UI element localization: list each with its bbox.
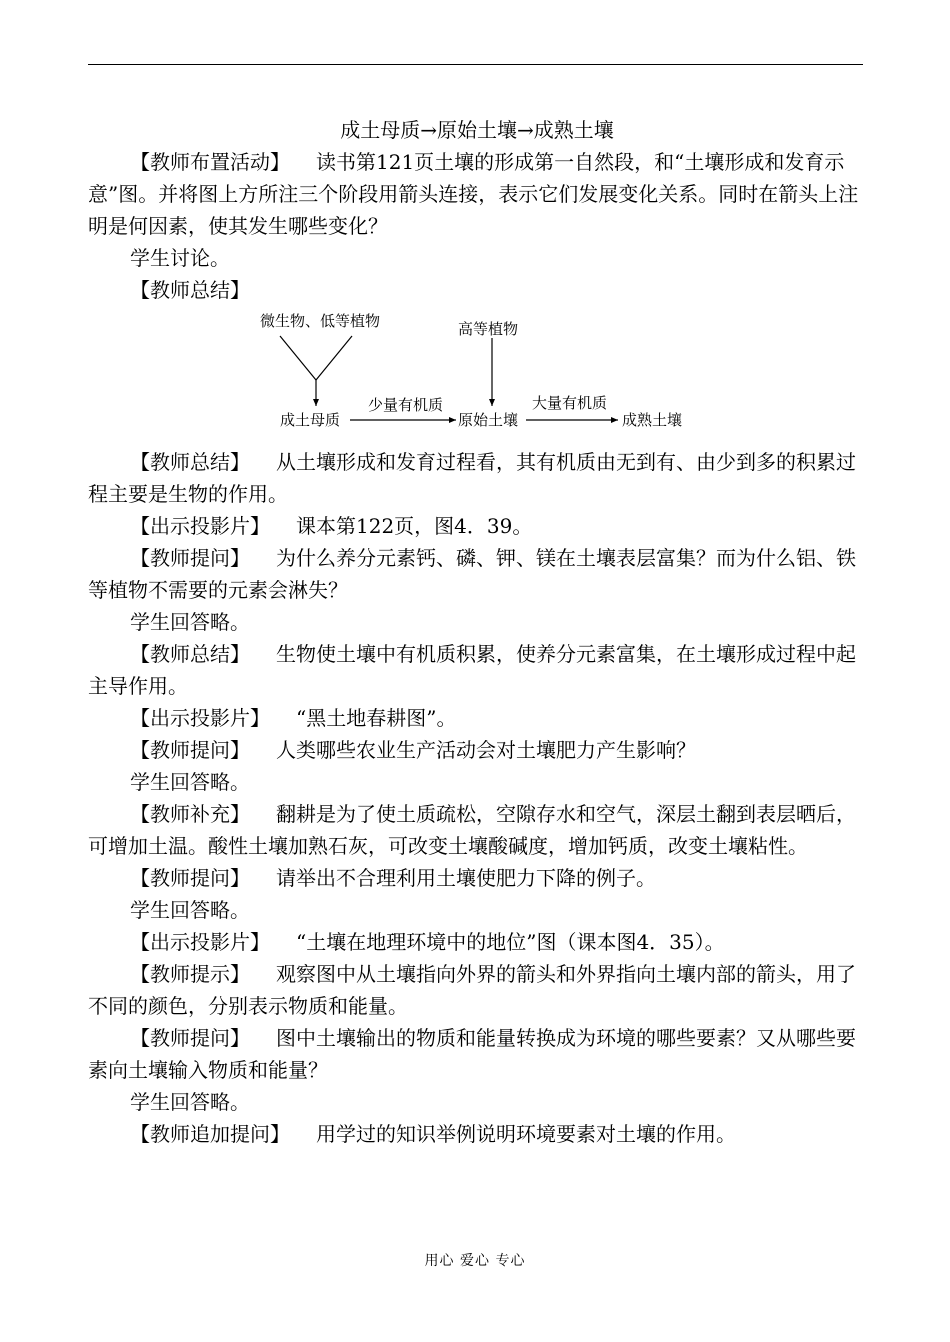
speaker-tag: 【教师总结】 <box>130 642 250 666</box>
speaker-tag: 【教师总结】 <box>130 450 250 474</box>
speaker-tag: 【教师提问】 <box>130 866 250 890</box>
paragraph <box>88 702 866 734</box>
v-left-line <box>280 336 316 380</box>
paragraph <box>88 510 866 542</box>
paragraph <box>88 862 866 894</box>
paragraph-text: 学生回答略。 <box>130 610 250 634</box>
header-rule <box>88 64 863 65</box>
paragraph-text: 学生回答略。 <box>130 898 250 922</box>
speaker-tag: 【教师提问】 <box>130 738 250 762</box>
label-little-organic: 少量有机质 <box>368 396 444 414</box>
paragraph <box>88 766 866 798</box>
paragraph <box>88 926 866 958</box>
v-right-line <box>316 336 352 380</box>
paragraph-text: 从土壤形成和发育过程看，其有机质由无到有、由少到多的积累过程主要是生物的作用。 <box>88 450 856 506</box>
paragraph <box>88 606 866 638</box>
paragraph-text: 为什么养分元素钙、磷、钾、镁在土壤表层富集？而为什么铝、铁等植物不需要的元素会淋失？ <box>88 546 856 602</box>
paragraph-text: 学生回答略。 <box>130 1090 250 1114</box>
paragraph <box>88 638 866 702</box>
speaker-tag: 【出示投影片】 <box>130 930 270 954</box>
label-parent-material: 成土母质 <box>280 411 341 429</box>
paragraph-text: 读书第121页土壤的形成第一自然段，和“土壤形成和发育示意”图。并将图上方所注三个阶段用箭头连接，表示它们发展变化关系。同时在箭头上注明是何因素，使其发生哪些变化？ <box>88 150 859 238</box>
paragraph-text: 观察图中从土壤指向外界的箭头和外界指向土壤内部的箭头，用了不同的颜色，分别表示物质和能量。 <box>88 962 856 1018</box>
paragraph <box>88 734 866 766</box>
speaker-tag: 【教师提问】 <box>130 1026 250 1050</box>
speaker-tag: 【教师布置活动】 <box>130 150 290 174</box>
speaker-tag: 【教师补充】 <box>130 802 250 826</box>
paragraph-text: 人类哪些农业生产活动会对土壤肥力产生影响？ <box>276 738 696 762</box>
paragraph-text: 用学过的知识举例说明环境要素对土壤的作用。 <box>316 1122 736 1146</box>
speaker-tag: 【出示投影片】 <box>130 706 270 730</box>
paragraph <box>88 242 866 274</box>
document-body <box>88 114 866 1150</box>
paragraph-text: “黑土地春耕图”。 <box>296 706 457 730</box>
paragraph <box>88 274 866 306</box>
soil-formation-diagram <box>88 308 866 434</box>
paragraph-text: 翻耕是为了使土质疏松，空隙存水和空气，深层土翻到表层晒后，可增加土温。酸性土壤加熟石灰，可改变土壤酸碱度，增加钙质，改变土壤粘性。 <box>88 802 856 858</box>
paragraph-text: 生物使土壤中有机质积累，使养分元素富集，在土壤形成过程中起主导作用。 <box>88 642 856 698</box>
paragraph <box>88 798 866 862</box>
paragraph-group-2 <box>88 446 866 1150</box>
label-higher-plants: 高等植物 <box>458 320 519 338</box>
label-much-organic: 大量有机质 <box>532 394 608 412</box>
speaker-tag: 【教师追加提问】 <box>130 1122 290 1146</box>
paragraph <box>88 146 866 242</box>
paragraph <box>88 1022 866 1086</box>
paragraph-group-1 <box>88 146 866 306</box>
paragraph-text: 学生回答略。 <box>130 770 250 794</box>
label-primitive-soil: 原始土壤 <box>458 411 519 429</box>
paragraph <box>88 894 866 926</box>
speaker-tag: 【教师提示】 <box>130 962 250 986</box>
paragraph-text: 课本第122页，图4．39。 <box>296 514 533 538</box>
paragraph-text: 学生讨论。 <box>130 246 230 270</box>
page-footer: 用心 爱心 专心 <box>424 1253 526 1269</box>
paragraph <box>88 542 866 606</box>
paragraph <box>88 1118 866 1150</box>
speaker-tag: 【教师总结】 <box>130 278 250 302</box>
speaker-tag: 【教师提问】 <box>130 546 250 570</box>
paragraph <box>88 1086 866 1118</box>
label-mature-soil: 成熟土壤 <box>622 411 683 429</box>
paragraph-text: 图中土壤输出的物质和能量转换成为环境的哪些要素？又从哪些要素向土壤输入物质和能量？ <box>88 1026 856 1082</box>
paragraph <box>88 958 866 1022</box>
stage-sequence-line: 成土母质→原始土壤→成熟土壤 <box>340 118 614 142</box>
paragraph <box>88 446 866 510</box>
paragraph-text: 请举出不合理利用土壤使肥力下降的例子。 <box>276 866 656 890</box>
paragraph-text: “土壤在地理环境中的地位”图（课本图4．35）。 <box>296 930 725 954</box>
label-micro-plants: 微生物、低等植物 <box>260 312 381 330</box>
speaker-tag: 【出示投影片】 <box>130 514 270 538</box>
